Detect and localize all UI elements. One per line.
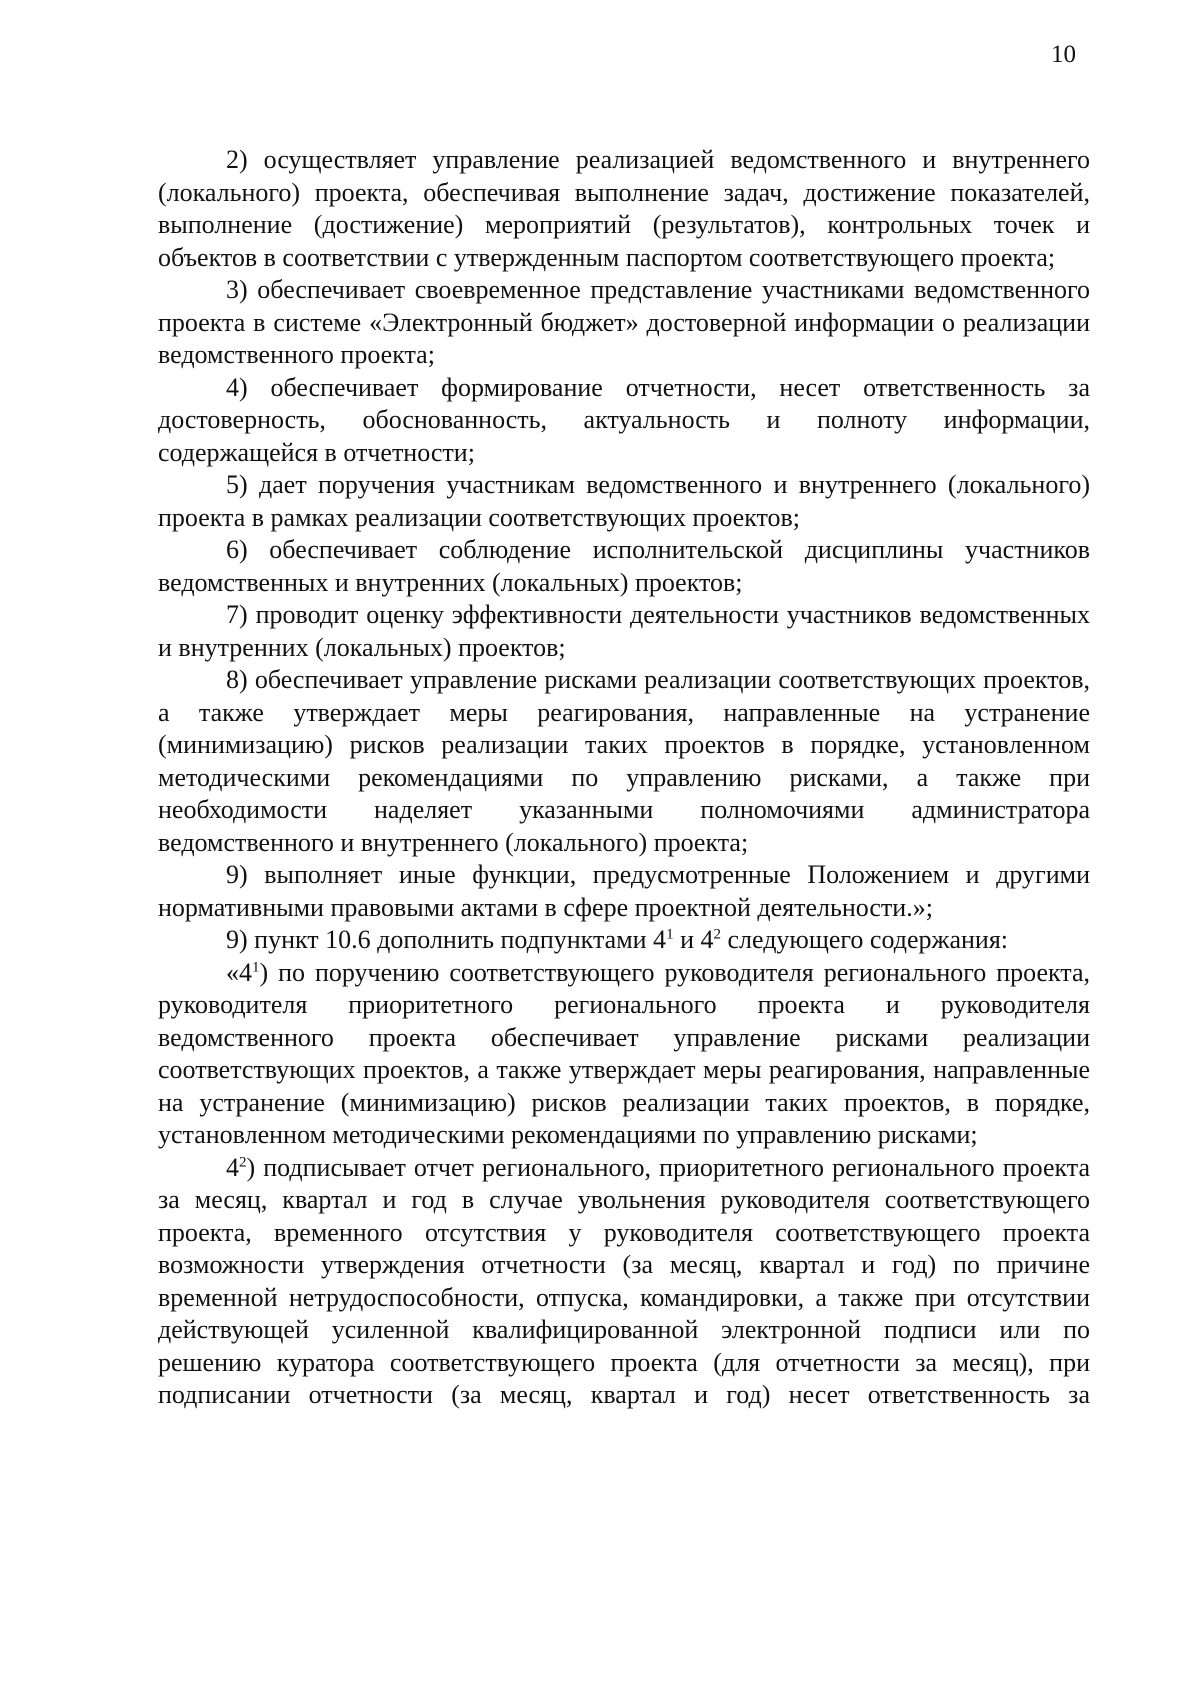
amendment-text-a: 9) пункт 10.6 дополнить подпунктами 4 <box>226 925 667 954</box>
page-number: 10 <box>1051 41 1076 68</box>
paragraph-4-1 <box>158 957 1090 1152</box>
paragraph-4: 4) обеспечивает формирование отчетности, несет ответственность за достоверность, обоснованность, актуальность и полноту информации, содержащейся в отчетности; <box>158 372 1090 467</box>
document-body <box>158 144 1090 1412</box>
paragraph-2: 2) осуществляет управление реализацией ведомственного и внутреннего (локального) проекта, обеспечивая выполнение задач, достижение показателей, выполнение (достижение) мероприятий (результатов), контрольных точек и объектов в соответствии с утвержденным паспортом соответствующего проекта; <box>158 145 1090 272</box>
subitem-prefix: «4 <box>226 957 252 987</box>
paragraph-6: 6) обеспечивает соблюдение исполнительской дисциплины участников ведомственных и внутренних (локальных) проектов; <box>158 535 1090 597</box>
paragraph-3: 3) обеспечивает своевременное представление участниками ведомственного проекта в системе «Электронный бюджет» достоверной информации о реализации ведомственного проекта; <box>158 275 1090 369</box>
paragraph-5: 5) дает поручения участникам ведомственного и внутреннего (локального) проекта в рамках реализации соответствующих проектов; <box>158 470 1090 532</box>
superscript-1: 1 <box>666 926 674 943</box>
superscript-2: 2 <box>713 926 721 943</box>
subitem-prefix: 4 <box>226 1152 239 1182</box>
paragraph-4-2 <box>158 1152 1090 1412</box>
amendment-text-c: следующего содержания: <box>720 925 1008 954</box>
subitem-text: ) по поручению соответствующего руководителя регионального проекта, руководителя приоритетного регионального проекта и руководителя ведомственного проекта обеспечивает управление рисками реализации соответствующих проектов, а также утверждает меры реагирования, направленные на устранение (минимизацию) рисков реализации таких проектов, в порядке, установленном методическими рекомендациями по управлению рисками; <box>158 957 1090 1149</box>
paragraph-9-functions: 9) выполняет иные функции, предусмотренные Положением и другими нормативными правовыми актами в сфере проектной деятельности.»; <box>158 860 1090 922</box>
superscript-2: 2 <box>239 1153 247 1170</box>
amendment-text-b: и 4 <box>673 925 714 954</box>
paragraph-8: 8) обеспечивает управление рисками реализации соответствующих проектов, а также утверждает меры реагирования, направленные на устранение (минимизацию) рисков реализации таких проектов в порядке, установленном методическими рекомендациями по управлению рисками, а также при необходимости наделяет указанными полномочиями администратора ведомственного и внутреннего (локального) проекта; <box>158 665 1090 857</box>
subitem-text: ) подписывает отчет регионального, приоритетного регионального проекта за месяц, квартал и год в случае увольнения руководителя соответствующего проекта, временного отсутствия у руководителя соответствующего проекта возможности утверждения отчетности (за месяц, квартал и год) по причине временной нетрудоспособности, отпуска, командировки, а также при отсутствии действующей усиленной квалифицированной электронной подписи или по решению куратора соответствующего проекта (для отчетности за месяц), при подписании отчетности (за месяц, квартал и год) несет ответственность за <box>158 1152 1090 1409</box>
paragraph-9-amendment <box>158 924 1090 957</box>
paragraph-7: 7) проводит оценку эффективности деятельности участников ведомственных и внутренних (локальных) проектов; <box>158 600 1090 662</box>
superscript-1: 1 <box>252 958 260 975</box>
